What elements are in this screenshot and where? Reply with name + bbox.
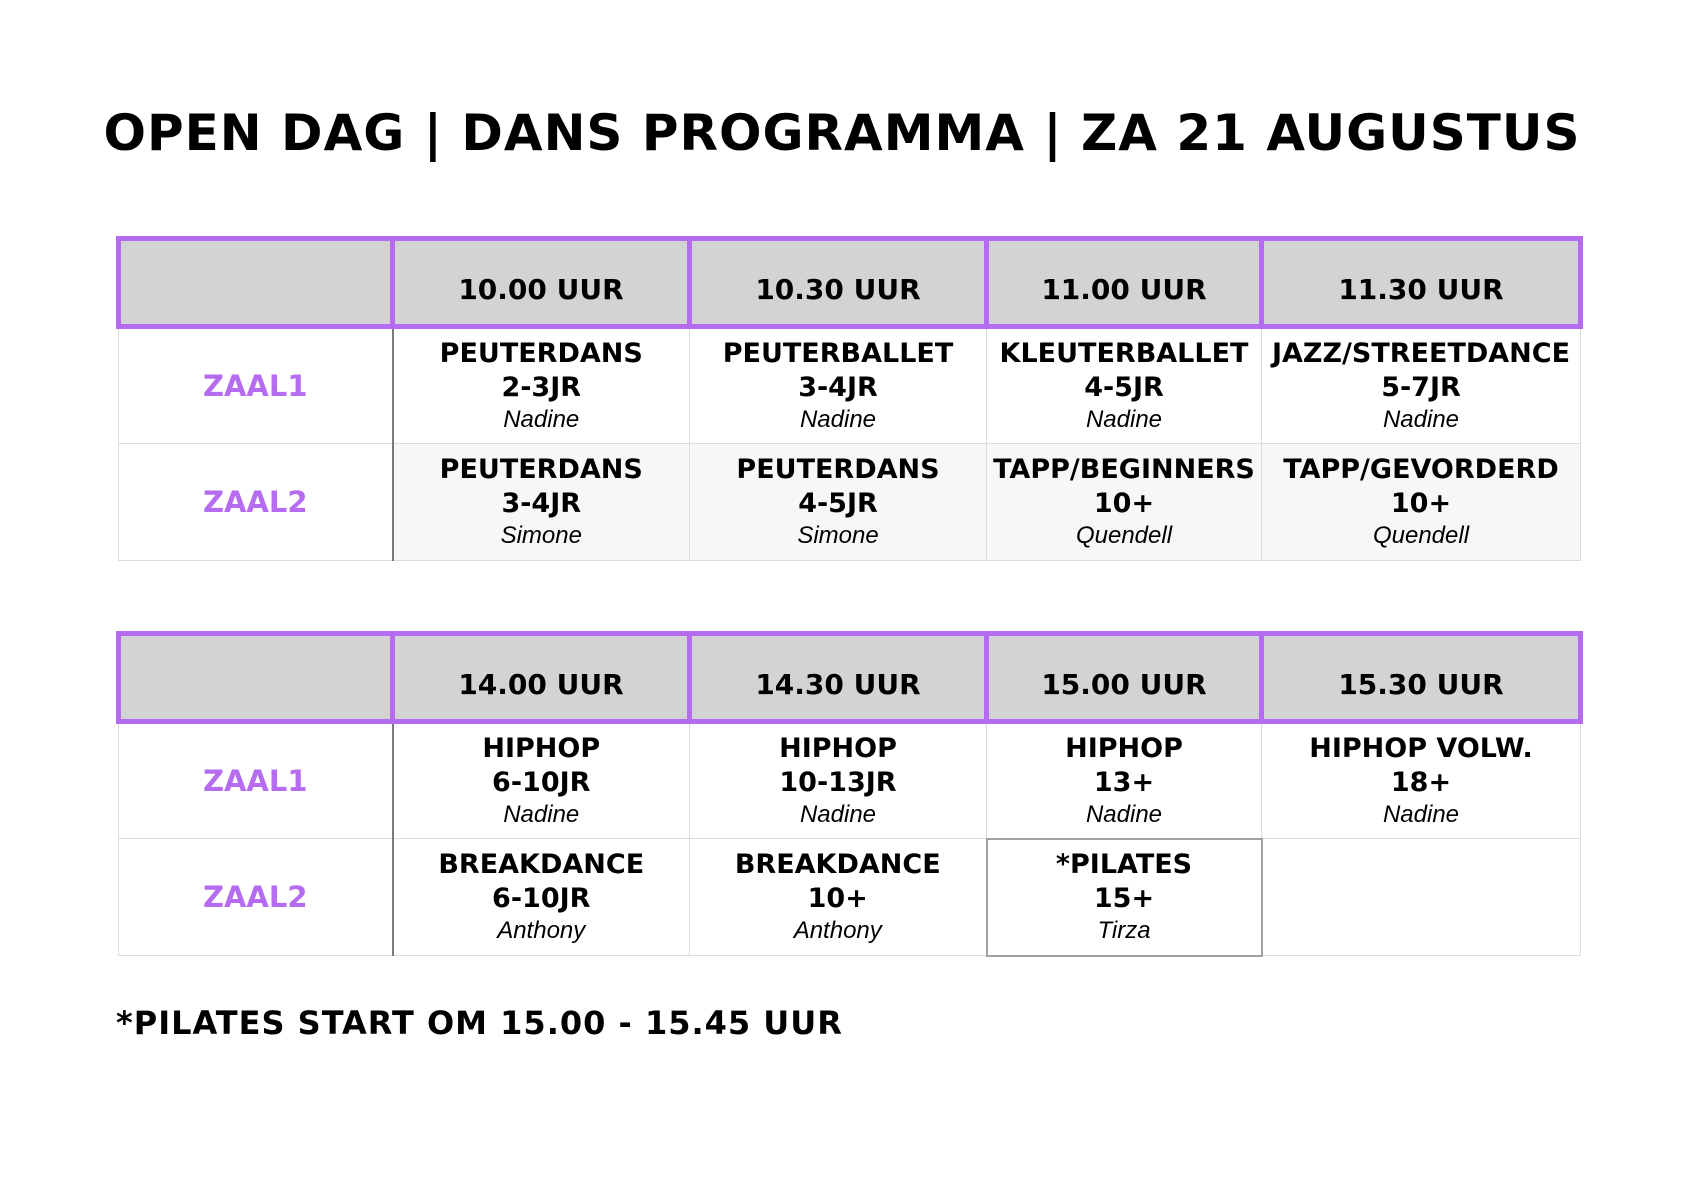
- time-header: 14.30 UUR: [690, 634, 987, 722]
- class-name: BREAKDANCE: [734, 849, 941, 880]
- class-teacher: Nadine: [1085, 406, 1163, 433]
- class-name: PEUTERDANS: [439, 338, 643, 369]
- footnote: *PILATES START OM 15.00 - 15.45 UUR: [116, 1004, 843, 1042]
- class-cell: [690, 327, 987, 444]
- time-header: 14.00 UUR: [393, 634, 690, 722]
- class-name: HIPHOP: [482, 733, 601, 764]
- class-name: HIPHOP: [1065, 732, 1183, 764]
- class-teacher: Nadine: [799, 801, 877, 828]
- class-name: BREAKDANCE: [438, 849, 645, 880]
- class-cell: [393, 327, 690, 444]
- class-teacher: Nadine: [503, 406, 580, 433]
- class-age: 2-3JR: [501, 372, 582, 403]
- class-teacher: Tirza: [1097, 917, 1151, 944]
- class-age: 10+: [1390, 488, 1452, 519]
- class-teacher: Quendell: [1075, 522, 1173, 549]
- class-name: TAPP/BEGINNERS: [993, 454, 1255, 485]
- class-cell: [987, 839, 1262, 956]
- class-cell: [1262, 327, 1581, 444]
- class-name: PEUTERDANS: [736, 454, 940, 485]
- class-name: JAZZ/STREETDANCE: [1271, 338, 1571, 369]
- class-age: 6-10JR: [492, 883, 591, 914]
- header-row: [119, 634, 1581, 722]
- time-header: 10.00 UUR: [393, 239, 690, 327]
- header-row: [119, 239, 1581, 327]
- room-label: ZAAL1: [119, 327, 393, 444]
- class-name: HIPHOP: [779, 733, 897, 764]
- class-teacher: Nadine: [1382, 406, 1460, 433]
- class-age: 3-4JR: [798, 372, 878, 403]
- class-age: 5-7JR: [1381, 372, 1461, 403]
- class-age: 4-5JR: [798, 488, 878, 519]
- class-name: HIPHOP VOLW.: [1309, 733, 1533, 764]
- table-row: [119, 839, 1581, 956]
- class-teacher: Simone: [797, 522, 879, 549]
- table-row: [119, 722, 1581, 839]
- room-label: ZAAL2: [119, 839, 393, 956]
- class-age: 15+: [1093, 883, 1155, 914]
- class-teacher: Nadine: [1085, 800, 1163, 828]
- time-header: 10.30 UUR: [690, 239, 987, 327]
- time-header: 11.30 UUR: [1262, 239, 1581, 327]
- class-teacher: Quendell: [1372, 522, 1470, 549]
- class-name: KLEUTERBALLET: [999, 338, 1249, 369]
- class-cell: [393, 444, 690, 561]
- class-teacher: Simone: [500, 522, 582, 549]
- morning-schedule-table: [116, 236, 1583, 561]
- class-teacher: Nadine: [1382, 801, 1460, 828]
- class-age: 3-4JR: [501, 488, 582, 519]
- class-cell: [1262, 444, 1581, 561]
- corner-cell: [119, 239, 393, 327]
- class-cell: [690, 444, 987, 561]
- class-teacher: Anthony: [497, 917, 586, 944]
- page-title: OPEN DAG | DANS PROGRAMMA | ZA 21 AUGUSTUS: [103, 104, 1581, 162]
- class-age: 13+: [1093, 766, 1155, 798]
- class-teacher: Nadine: [799, 406, 877, 433]
- class-age: 4-5JR: [1084, 372, 1164, 403]
- afternoon-schedule-table: [116, 631, 1583, 957]
- time-header: 15.30 UUR: [1262, 634, 1581, 722]
- class-cell: [987, 722, 1262, 839]
- time-header: 15.00 UUR: [987, 634, 1262, 722]
- class-age: 6-10JR: [492, 767, 591, 798]
- empty-cell: [1262, 839, 1581, 956]
- table-row: [119, 444, 1581, 561]
- class-cell: [1262, 722, 1581, 839]
- class-name: TAPP/GEVORDERD: [1283, 454, 1559, 485]
- class-cell: [987, 444, 1262, 561]
- class-age: 18+: [1390, 767, 1452, 798]
- corner-cell: [119, 634, 393, 722]
- class-name: PEUTERDANS: [439, 454, 643, 485]
- table-row: [119, 327, 1581, 444]
- class-cell: [690, 722, 987, 839]
- class-cell: [987, 327, 1262, 444]
- room-label: ZAAL1: [119, 722, 393, 839]
- class-cell: [393, 839, 690, 956]
- class-teacher: Nadine: [503, 801, 580, 828]
- class-age: 10+: [1093, 488, 1155, 519]
- class-age: 10-13JR: [779, 767, 897, 798]
- class-age: 10+: [807, 883, 868, 914]
- class-teacher: Anthony: [793, 917, 882, 944]
- class-name: PEUTERBALLET: [722, 338, 954, 369]
- room-label: ZAAL2: [119, 444, 393, 561]
- class-name: *PILATES: [1055, 849, 1193, 880]
- class-cell: [393, 722, 690, 839]
- class-cell: [690, 839, 987, 956]
- time-header: 11.00 UUR: [987, 239, 1262, 327]
